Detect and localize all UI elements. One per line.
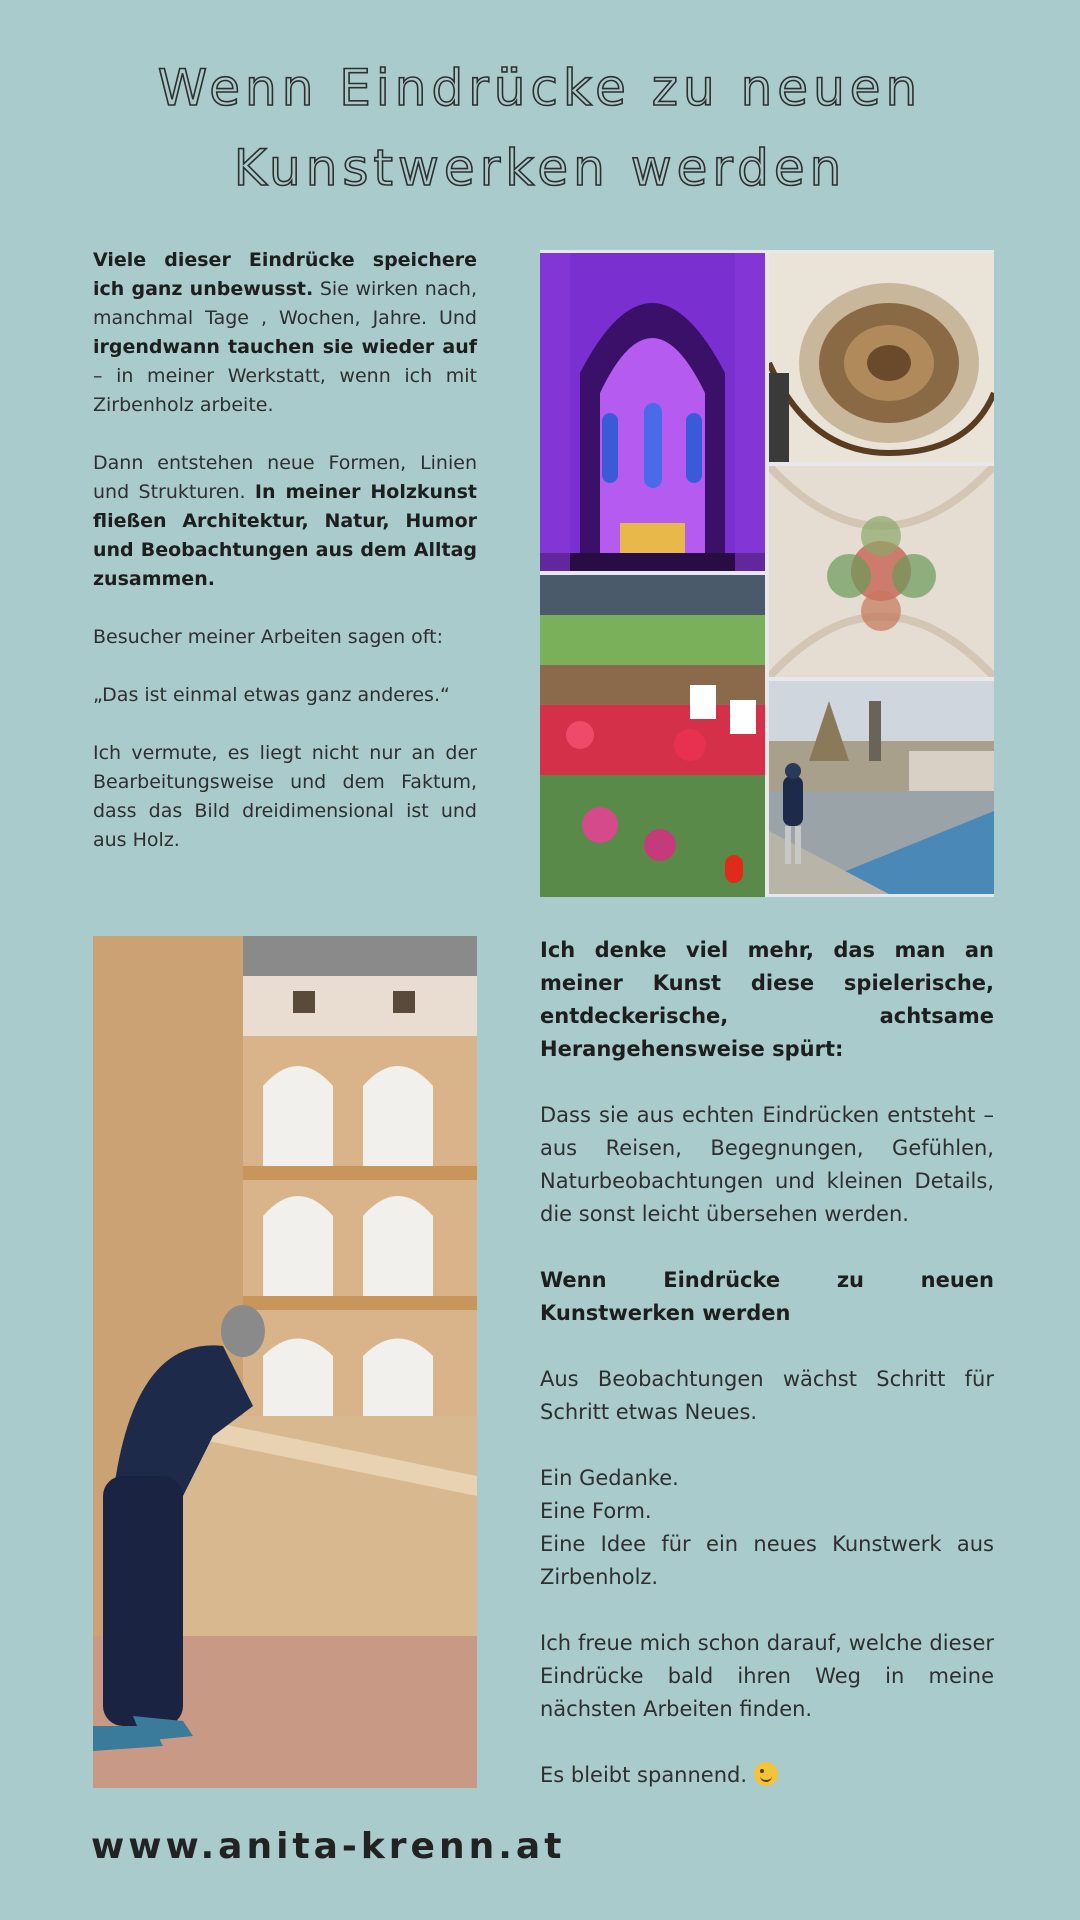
right-bold-1: Ich denke viel mehr, das man an meiner Kunst diese spielerische, entdeckerische, achtsame Herangehensweise spürt: [540, 938, 994, 1061]
right-heading [540, 1264, 994, 1330]
right-bold-heading: Wenn Eindrücke zu neuen Kunstwerken werden [540, 1268, 994, 1325]
right-paragraph-1 [540, 934, 994, 1066]
intro-text [93, 246, 477, 884]
right-paragraph-6 [540, 1759, 994, 1792]
intro-paragraph-1 [93, 246, 477, 420]
intro-text-1: Sie wirken nach, manchmal Tage , Wochen, Jahre. Und [93, 278, 477, 329]
church-interior-photo [540, 253, 765, 571]
right-lines [540, 1462, 994, 1594]
title-line-1: Wenn Eindrücke zu neuen [157, 59, 923, 117]
right-paragraph-4: Aus Beobachtungen wächst Schritt für Schritt etwas Neues. [540, 1367, 994, 1424]
intro-paragraph-2 [93, 449, 477, 594]
website-url[interactable]: www.anita-krenn.at [91, 1826, 566, 1867]
intro-bold-2: irgendwann tauchen sie wieder auf [93, 336, 477, 358]
spiral-staircase-photo [769, 253, 994, 462]
right-text [540, 934, 994, 1825]
intro-quote: „Das ist einmal etwas ganz anderes.“ [93, 684, 450, 706]
page-title [0, 48, 1080, 208]
ceiling-fresco-photo [769, 466, 994, 677]
photo-collage [540, 250, 994, 897]
line-form: Eine Form. [540, 1499, 652, 1523]
closing-text: Es bleibt spannend. [540, 1763, 748, 1787]
right-paragraph-5: Ich freue mich schon darauf, welche dieser Eindrücke bald ihren Weg in meine nächsten Arbeiten finden. [540, 1631, 994, 1721]
right-paragraph-2: Dass sie aus echten Eindrücken entsteht – aus Reisen, Begegnungen, Gefühlen, Naturbeobachtungen und kleinen Details, die sonst leicht übersehen werden. [540, 1103, 994, 1226]
arcade-courtyard-photo [93, 936, 477, 1788]
intro-text-3: Dann entstehen neue Formen, Linien und Strukturen. [93, 452, 477, 503]
flower-market-photo [540, 575, 765, 897]
line-idee: Eine Idee für ein neues Kunstwerk aus Zirbenholz. [540, 1532, 994, 1589]
bridge-walk-photo [769, 681, 994, 894]
title-line-2: Kunstwerken werden [233, 139, 847, 197]
intro-paragraph-3: Besucher meiner Arbeiten sagen oft: [93, 626, 444, 648]
intro-text-2: – in meiner Werkstatt, wenn ich mit Zirbenholz arbeite. [93, 365, 477, 416]
line-gedanke: Ein Gedanke. [540, 1466, 679, 1490]
intro-paragraph-5: Ich vermute, es liegt nicht nur an der Bearbeitungsweise und dem Faktum, dass das Bild dreidimensional ist und aus Holz. [93, 742, 477, 851]
intro-bold-1: Viele dieser Eindrücke speichere ich ganz unbewusst. [93, 249, 477, 300]
winking-face-icon [754, 1762, 778, 1786]
intro-bold-3: In meiner Holzkunst fließen Architektur, Natur, Humor und Beobachtungen aus dem Alltag zusammen. [93, 481, 477, 590]
